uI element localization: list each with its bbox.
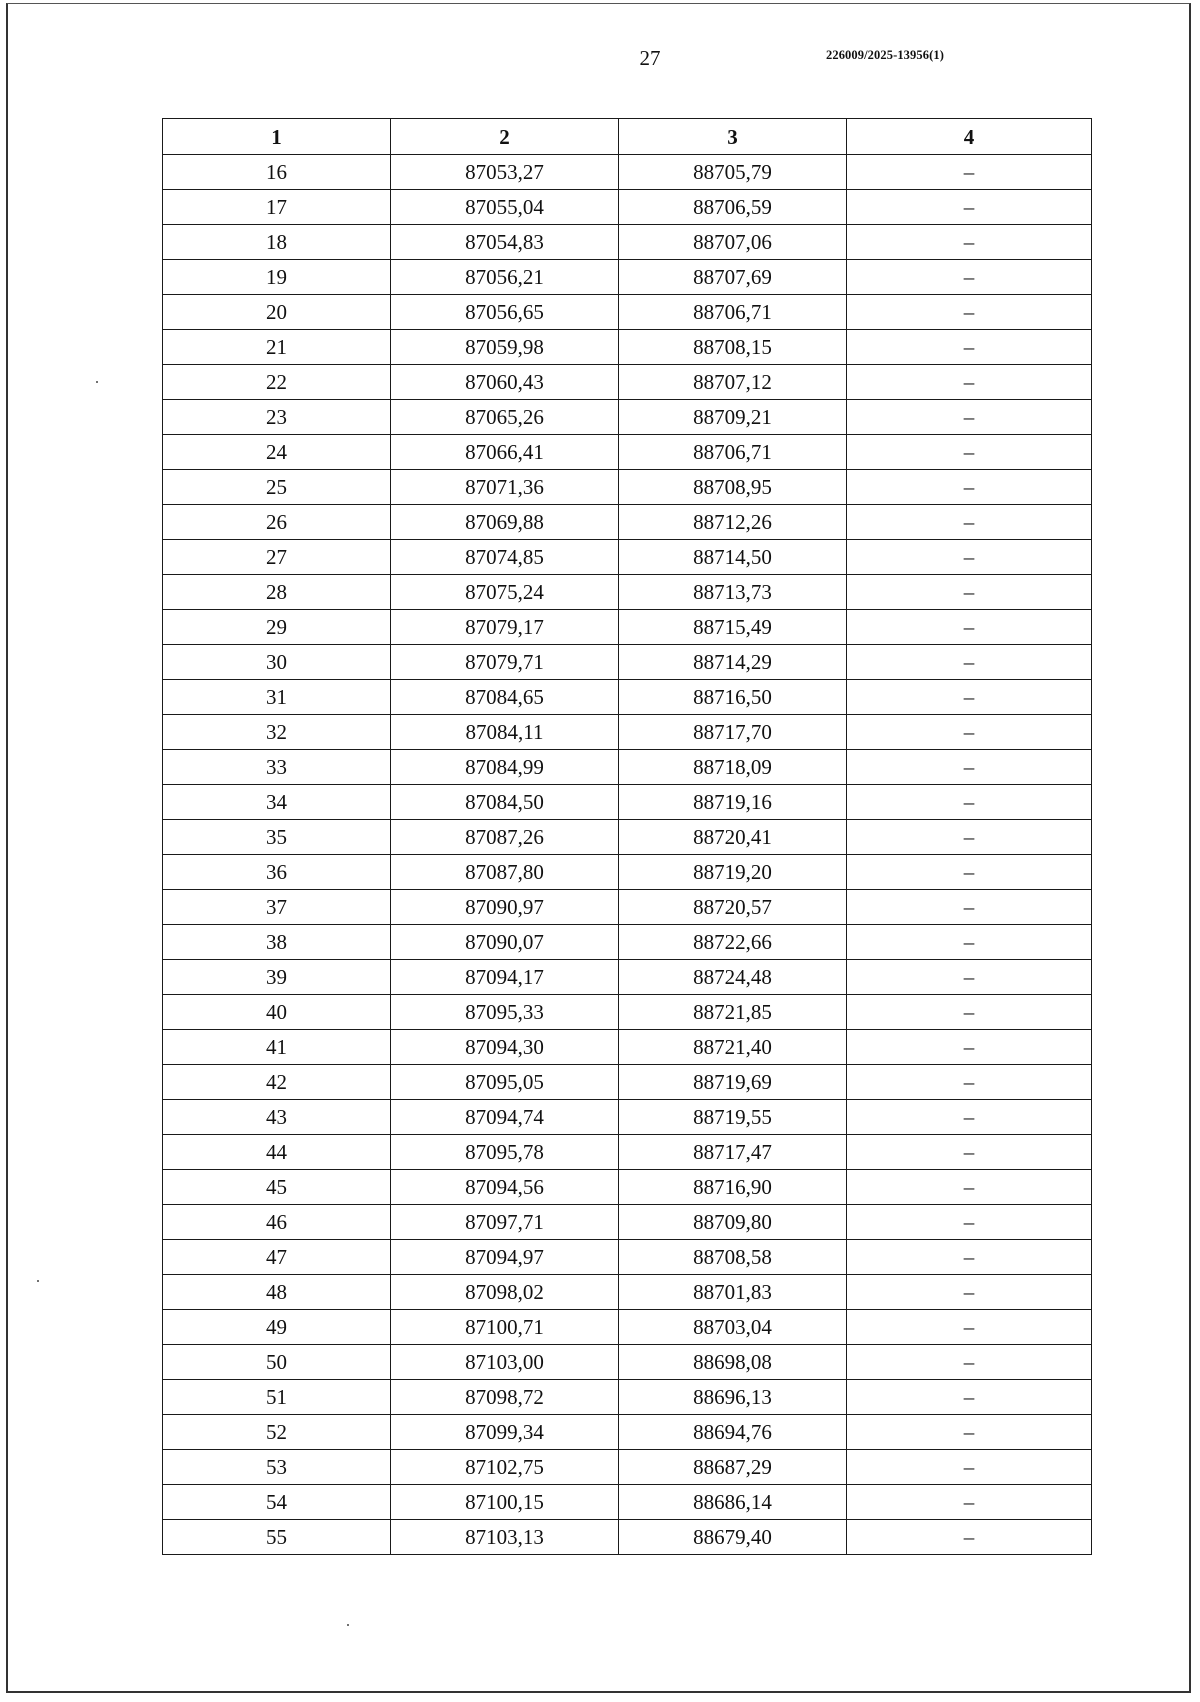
note-cell: – (847, 855, 1092, 890)
x-coordinate-cell: 87100,71 (391, 1310, 619, 1345)
table-header-row (163, 119, 1092, 155)
note-cell: – (847, 1345, 1092, 1380)
table-row (163, 1450, 1092, 1485)
table-row (163, 1310, 1092, 1345)
x-coordinate-cell: 87098,02 (391, 1275, 619, 1310)
table-row (163, 365, 1092, 400)
note-cell: – (847, 365, 1092, 400)
table-row (163, 1100, 1092, 1135)
x-coordinate-cell: 87084,99 (391, 750, 619, 785)
x-coordinate-cell: 87053,27 (391, 155, 619, 190)
x-coordinate-cell: 87056,65 (391, 295, 619, 330)
note-cell: – (847, 1100, 1092, 1135)
table-row (163, 680, 1092, 715)
point-number-cell: 32 (163, 715, 391, 750)
note-cell: – (847, 1030, 1092, 1065)
y-coordinate-cell: 88696,13 (619, 1380, 847, 1415)
y-coordinate-cell: 88679,40 (619, 1520, 847, 1555)
point-number-cell: 39 (163, 960, 391, 995)
y-coordinate-cell: 88706,71 (619, 435, 847, 470)
note-cell: – (847, 1380, 1092, 1415)
y-coordinate-cell: 88709,21 (619, 400, 847, 435)
note-cell: – (847, 610, 1092, 645)
point-number-cell: 50 (163, 1345, 391, 1380)
x-coordinate-cell: 87054,83 (391, 225, 619, 260)
point-number-cell: 29 (163, 610, 391, 645)
y-coordinate-cell: 88694,76 (619, 1415, 847, 1450)
note-cell: – (847, 1135, 1092, 1170)
x-coordinate-cell: 87084,65 (391, 680, 619, 715)
point-number-cell: 40 (163, 995, 391, 1030)
point-number-cell: 41 (163, 1030, 391, 1065)
note-cell: – (847, 1240, 1092, 1275)
table-row (163, 1205, 1092, 1240)
point-number-cell: 19 (163, 260, 391, 295)
point-number-cell: 37 (163, 890, 391, 925)
table-row (163, 1065, 1092, 1100)
note-cell: – (847, 750, 1092, 785)
x-coordinate-cell: 87090,97 (391, 890, 619, 925)
y-coordinate-cell: 88716,90 (619, 1170, 847, 1205)
x-coordinate-cell: 87074,85 (391, 540, 619, 575)
x-coordinate-cell: 87084,50 (391, 785, 619, 820)
point-number-cell: 30 (163, 645, 391, 680)
table-row (163, 225, 1092, 260)
point-number-cell: 52 (163, 1415, 391, 1450)
page-number: 27 (639, 46, 661, 70)
y-coordinate-cell: 88715,49 (619, 610, 847, 645)
point-number-cell: 16 (163, 155, 391, 190)
x-coordinate-cell: 87079,17 (391, 610, 619, 645)
table-row (163, 645, 1092, 680)
point-number-cell: 24 (163, 435, 391, 470)
y-coordinate-cell: 88714,29 (619, 645, 847, 680)
table-row (163, 1520, 1092, 1555)
point-number-cell: 26 (163, 505, 391, 540)
point-number-cell: 44 (163, 1135, 391, 1170)
y-coordinate-cell: 88714,50 (619, 540, 847, 575)
table-row (163, 400, 1092, 435)
scan-speck (37, 1280, 39, 1282)
y-coordinate-cell: 88716,50 (619, 680, 847, 715)
point-number-cell: 34 (163, 785, 391, 820)
table-row (163, 295, 1092, 330)
x-coordinate-cell: 87055,04 (391, 190, 619, 225)
point-number-cell: 47 (163, 1240, 391, 1275)
note-cell: – (847, 155, 1092, 190)
point-number-cell: 17 (163, 190, 391, 225)
y-coordinate-cell: 88720,57 (619, 890, 847, 925)
y-coordinate-cell: 88709,80 (619, 1205, 847, 1240)
column-header-4: 4 (847, 119, 1092, 155)
y-coordinate-cell: 88719,69 (619, 1065, 847, 1100)
note-cell: – (847, 330, 1092, 365)
x-coordinate-cell: 87069,88 (391, 505, 619, 540)
note-cell: – (847, 890, 1092, 925)
note-cell: – (847, 1415, 1092, 1450)
x-coordinate-cell: 87087,26 (391, 820, 619, 855)
point-number-cell: 35 (163, 820, 391, 855)
point-number-cell: 20 (163, 295, 391, 330)
y-coordinate-cell: 88686,14 (619, 1485, 847, 1520)
table-row (163, 1345, 1092, 1380)
table-row (163, 610, 1092, 645)
x-coordinate-cell: 87094,74 (391, 1100, 619, 1135)
point-number-cell: 53 (163, 1450, 391, 1485)
x-coordinate-cell: 87060,43 (391, 365, 619, 400)
point-number-cell: 33 (163, 750, 391, 785)
note-cell: – (847, 435, 1092, 470)
x-coordinate-cell: 87099,34 (391, 1415, 619, 1450)
y-coordinate-cell: 88687,29 (619, 1450, 847, 1485)
note-cell: – (847, 470, 1092, 505)
table-row (163, 750, 1092, 785)
table-row (163, 820, 1092, 855)
point-number-cell: 36 (163, 855, 391, 890)
table-row (163, 1170, 1092, 1205)
table-row (163, 995, 1092, 1030)
note-cell: – (847, 1065, 1092, 1100)
point-number-cell: 42 (163, 1065, 391, 1100)
x-coordinate-cell: 87100,15 (391, 1485, 619, 1520)
table-row (163, 855, 1092, 890)
table-row (163, 1240, 1092, 1275)
note-cell: – (847, 785, 1092, 820)
note-cell: – (847, 715, 1092, 750)
y-coordinate-cell: 88708,95 (619, 470, 847, 505)
table-row (163, 260, 1092, 295)
x-coordinate-cell: 87102,75 (391, 1450, 619, 1485)
table-row (163, 925, 1092, 960)
table-body (163, 155, 1092, 1555)
x-coordinate-cell: 87095,33 (391, 995, 619, 1030)
point-number-cell: 43 (163, 1100, 391, 1135)
x-coordinate-cell: 87094,17 (391, 960, 619, 995)
table-row (163, 960, 1092, 995)
table-row (163, 1415, 1092, 1450)
point-number-cell: 23 (163, 400, 391, 435)
x-coordinate-cell: 87103,13 (391, 1520, 619, 1555)
point-number-cell: 54 (163, 1485, 391, 1520)
y-coordinate-cell: 88706,59 (619, 190, 847, 225)
note-cell: – (847, 400, 1092, 435)
y-coordinate-cell: 88721,85 (619, 995, 847, 1030)
table-row (163, 1485, 1092, 1520)
note-cell: – (847, 1450, 1092, 1485)
y-coordinate-cell: 88717,47 (619, 1135, 847, 1170)
x-coordinate-cell: 87098,72 (391, 1380, 619, 1415)
note-cell: – (847, 995, 1092, 1030)
x-coordinate-cell: 87056,21 (391, 260, 619, 295)
x-coordinate-cell: 87095,78 (391, 1135, 619, 1170)
column-header-1: 1 (163, 119, 391, 155)
note-cell: – (847, 260, 1092, 295)
y-coordinate-cell: 88708,15 (619, 330, 847, 365)
y-coordinate-cell: 88719,16 (619, 785, 847, 820)
y-coordinate-cell: 88703,04 (619, 1310, 847, 1345)
point-number-cell: 49 (163, 1310, 391, 1345)
x-coordinate-cell: 87079,71 (391, 645, 619, 680)
x-coordinate-cell: 87103,00 (391, 1345, 619, 1380)
x-coordinate-cell: 87090,07 (391, 925, 619, 960)
note-cell: – (847, 1205, 1092, 1240)
point-number-cell: 51 (163, 1380, 391, 1415)
y-coordinate-cell: 88717,70 (619, 715, 847, 750)
y-coordinate-cell: 88707,06 (619, 225, 847, 260)
y-coordinate-cell: 88705,79 (619, 155, 847, 190)
y-coordinate-cell: 88712,26 (619, 505, 847, 540)
y-coordinate-cell: 88721,40 (619, 1030, 847, 1065)
note-cell: – (847, 190, 1092, 225)
y-coordinate-cell: 88719,55 (619, 1100, 847, 1135)
y-coordinate-cell: 88722,66 (619, 925, 847, 960)
point-number-cell: 18 (163, 225, 391, 260)
x-coordinate-cell: 87065,26 (391, 400, 619, 435)
x-coordinate-cell: 87084,11 (391, 715, 619, 750)
point-number-cell: 45 (163, 1170, 391, 1205)
note-cell: – (847, 505, 1092, 540)
note-cell: – (847, 295, 1092, 330)
table-row (163, 435, 1092, 470)
table-row (163, 330, 1092, 365)
x-coordinate-cell: 87059,98 (391, 330, 619, 365)
table-row (163, 1275, 1092, 1310)
note-cell: – (847, 1520, 1092, 1555)
column-header-3: 3 (619, 119, 847, 155)
y-coordinate-cell: 88719,20 (619, 855, 847, 890)
table-row (163, 1030, 1092, 1065)
note-cell: – (847, 1275, 1092, 1310)
note-cell: – (847, 1310, 1092, 1345)
x-coordinate-cell: 87071,36 (391, 470, 619, 505)
y-coordinate-cell: 88718,09 (619, 750, 847, 785)
x-coordinate-cell: 87075,24 (391, 575, 619, 610)
table-row (163, 540, 1092, 575)
table-row (163, 890, 1092, 925)
table-row (163, 575, 1092, 610)
note-cell: – (847, 925, 1092, 960)
table-row (163, 1135, 1092, 1170)
coordinates-table (162, 118, 1092, 1555)
note-cell: – (847, 820, 1092, 855)
point-number-cell: 22 (163, 365, 391, 400)
point-number-cell: 28 (163, 575, 391, 610)
table-row (163, 155, 1092, 190)
point-number-cell: 25 (163, 470, 391, 505)
table-row (163, 1380, 1092, 1415)
note-cell: – (847, 1170, 1092, 1205)
x-coordinate-cell: 87066,41 (391, 435, 619, 470)
column-header-2: 2 (391, 119, 619, 155)
x-coordinate-cell: 87094,56 (391, 1170, 619, 1205)
note-cell: – (847, 540, 1092, 575)
table-row (163, 785, 1092, 820)
note-cell: – (847, 960, 1092, 995)
note-cell: – (847, 1485, 1092, 1520)
point-number-cell: 21 (163, 330, 391, 365)
table-row (163, 190, 1092, 225)
note-cell: – (847, 680, 1092, 715)
table-row (163, 715, 1092, 750)
point-number-cell: 48 (163, 1275, 391, 1310)
point-number-cell: 27 (163, 540, 391, 575)
scan-speck (347, 1624, 349, 1626)
y-coordinate-cell: 88713,73 (619, 575, 847, 610)
note-cell: – (847, 225, 1092, 260)
table-row (163, 470, 1092, 505)
note-cell: – (847, 575, 1092, 610)
x-coordinate-cell: 87094,30 (391, 1030, 619, 1065)
document-reference: 226009/2025-13956(1) (826, 48, 944, 62)
y-coordinate-cell: 88707,69 (619, 260, 847, 295)
x-coordinate-cell: 87087,80 (391, 855, 619, 890)
table-row (163, 505, 1092, 540)
y-coordinate-cell: 88724,48 (619, 960, 847, 995)
y-coordinate-cell: 88701,83 (619, 1275, 847, 1310)
y-coordinate-cell: 88707,12 (619, 365, 847, 400)
scan-speck (96, 381, 98, 383)
x-coordinate-cell: 87094,97 (391, 1240, 619, 1275)
point-number-cell: 46 (163, 1205, 391, 1240)
y-coordinate-cell: 88708,58 (619, 1240, 847, 1275)
y-coordinate-cell: 88720,41 (619, 820, 847, 855)
note-cell: – (847, 645, 1092, 680)
point-number-cell: 38 (163, 925, 391, 960)
y-coordinate-cell: 88706,71 (619, 295, 847, 330)
x-coordinate-cell: 87095,05 (391, 1065, 619, 1100)
point-number-cell: 31 (163, 680, 391, 715)
y-coordinate-cell: 88698,08 (619, 1345, 847, 1380)
x-coordinate-cell: 87097,71 (391, 1205, 619, 1240)
point-number-cell: 55 (163, 1520, 391, 1555)
